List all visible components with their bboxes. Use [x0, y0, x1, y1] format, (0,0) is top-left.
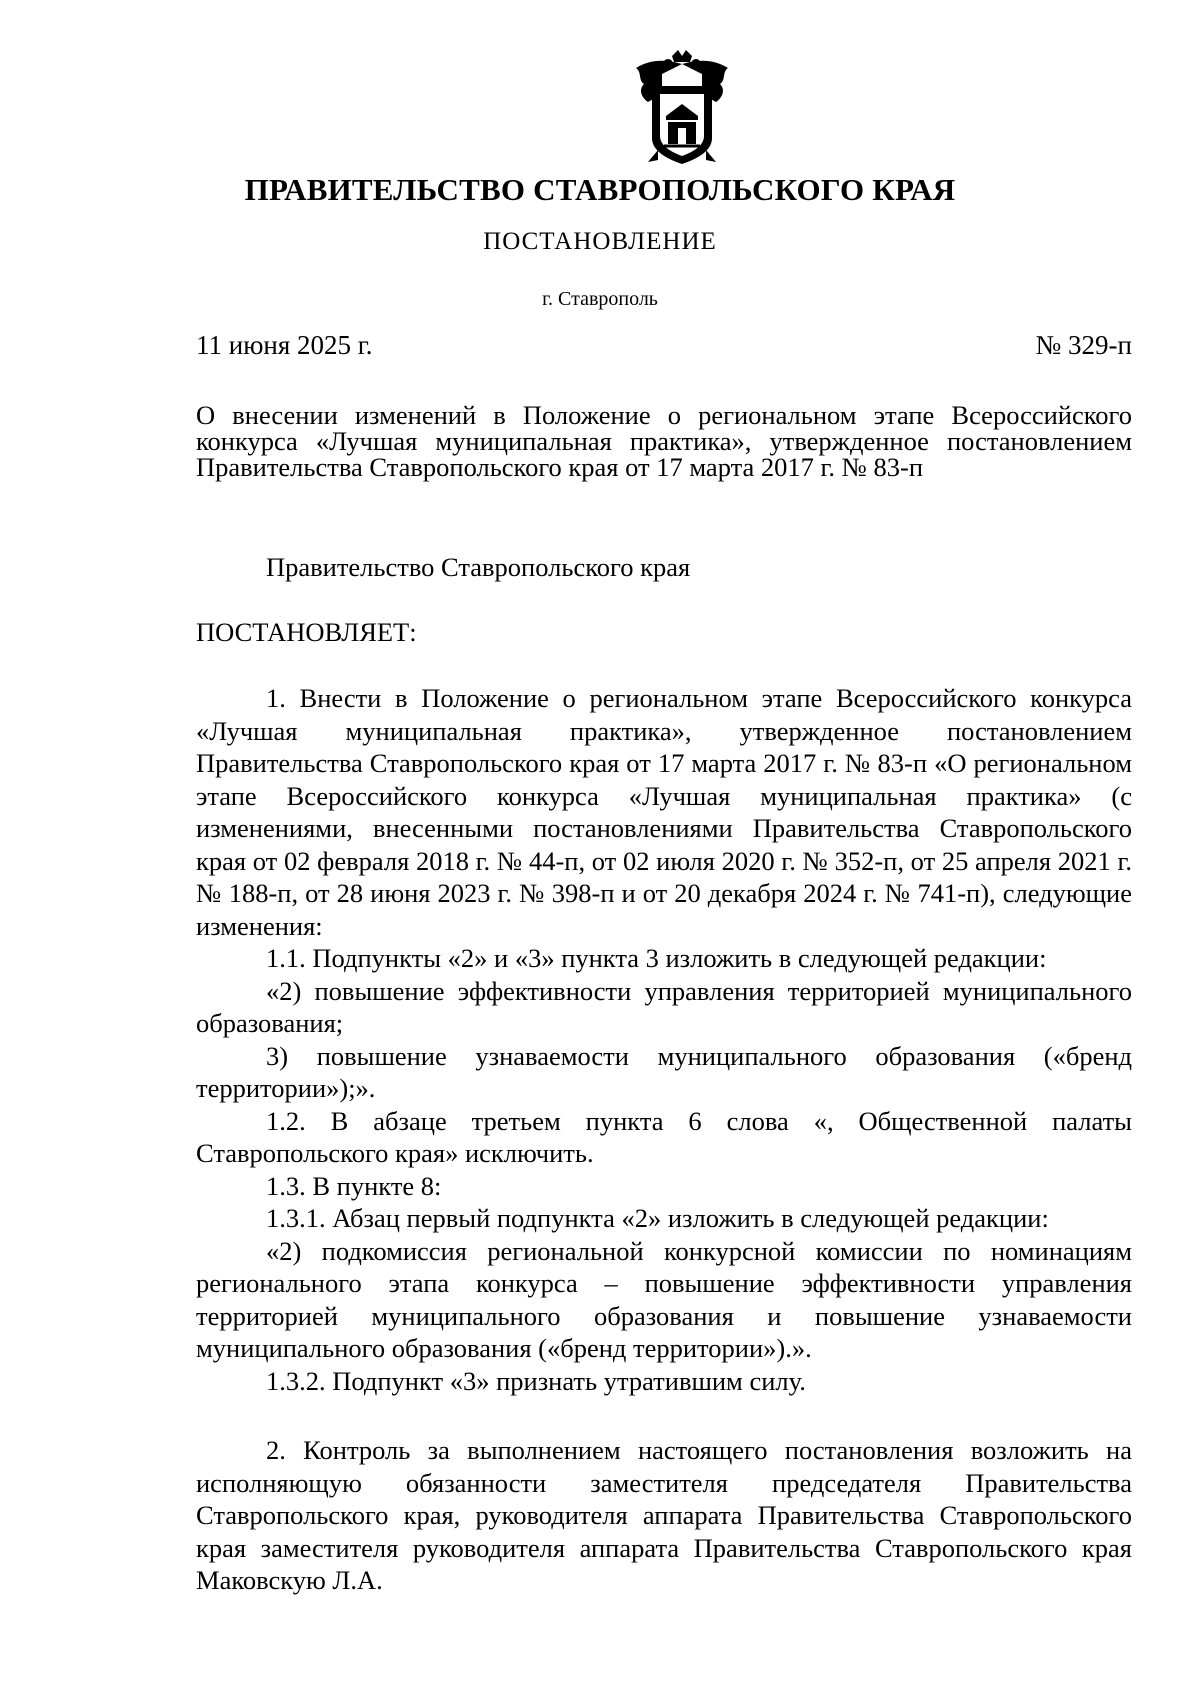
clause-1-2: 1.2. В абзаце третьем пункта 6 слова «, Общественной палаты Ставропольского края» исключить.: [196, 1105, 1132, 1168]
document-type: ПОСТАНОВЛЕНИЕ: [483, 228, 717, 255]
issuer-text: Правительство Ставропольского края: [266, 552, 691, 582]
clause-1-3: 1.3. В пункте 8:: [266, 1170, 442, 1201]
coat-of-arms-icon: [628, 50, 736, 168]
government-title: ПРАВИТЕЛЬСТВО СТАВРОПОЛЬСКОГО КРАЯ: [244, 172, 956, 207]
clause-1-block: [196, 682, 1132, 1397]
document-city: г. Ставрополь: [542, 288, 658, 310]
clause-2: 2. Контроль за выполнением настоящего постановления возложить на исполняющую обязанности заместителя председателя Правительства Ставропольского края, руководителя аппарата Правительства Ставропольского края заместителя руководителя аппарата Правительства Ставропольского края Маковскую Л.А.: [196, 1435, 1132, 1595]
clause-1-3-1: 1.3.1. Абзац первый подпункта «2» изложить в следующей редакции:: [266, 1203, 1049, 1233]
document-date: 11 июня 2025 г.: [196, 330, 373, 360]
resolves-text: ПОСТАНОВЛЯЕТ:: [196, 617, 417, 647]
document-subject: О внесении изменений в Положение о региональном этапе Всероссийского конкурса «Лучшая муниципальная практика», утвержденное постановлением Правительства Ставропольского края от 17 марта 2017 г. № 83-п: [196, 400, 1132, 482]
clause-1: 1. Внести в Положение о региональном этапе Всероссийского конкурса «Лучшая муниципальная практика», утвержденное постановлением Правительства Ставропольского края от 17 марта 2017 г. № 83-п «О региональном этапе Всероссийского конкурса «Лучшая муниципальная практика» (с изменениями, внесенными постановлениями Правительства Ставропольского края от 02 февраля 2018 г. № 44-п, от 02 июля 2020 г. № 352-п, от 25 апреля 2021 г. № 188-п, от 28 июня 2023 г. № 398-п и от 20 декабря 2024 г. № 741-п), следующие изменения:: [196, 683, 1132, 941]
clause-1-1: 1.1. Подпункты «2» и «3» пункта 3 изложить в следующей редакции:: [266, 943, 1047, 973]
clause-1-1-b: 3) повышение узнаваемости муниципального образования («бренд территории»);».: [196, 1040, 1132, 1103]
clause-2-block: [196, 1434, 1132, 1597]
clause-1-3-1-a: «2) подкомиссия региональной конкурсной комиссии по номинациям регионального этапа конкурса – повышение эффективности управления территорией муниципального образования и повышение узнаваемости муниципального образования («бренд территории»).».: [196, 1235, 1132, 1363]
clause-1-1-a: «2) повышение эффективности управления территорией муниципального образования;: [196, 975, 1132, 1038]
document-number: № 329-п: [1035, 330, 1132, 360]
resolves-line: [196, 616, 1132, 649]
issuer-line: [196, 551, 1132, 584]
clause-1-3-2: 1.3.2. Подпункт «3» признать утратившим силу.: [266, 1365, 806, 1396]
